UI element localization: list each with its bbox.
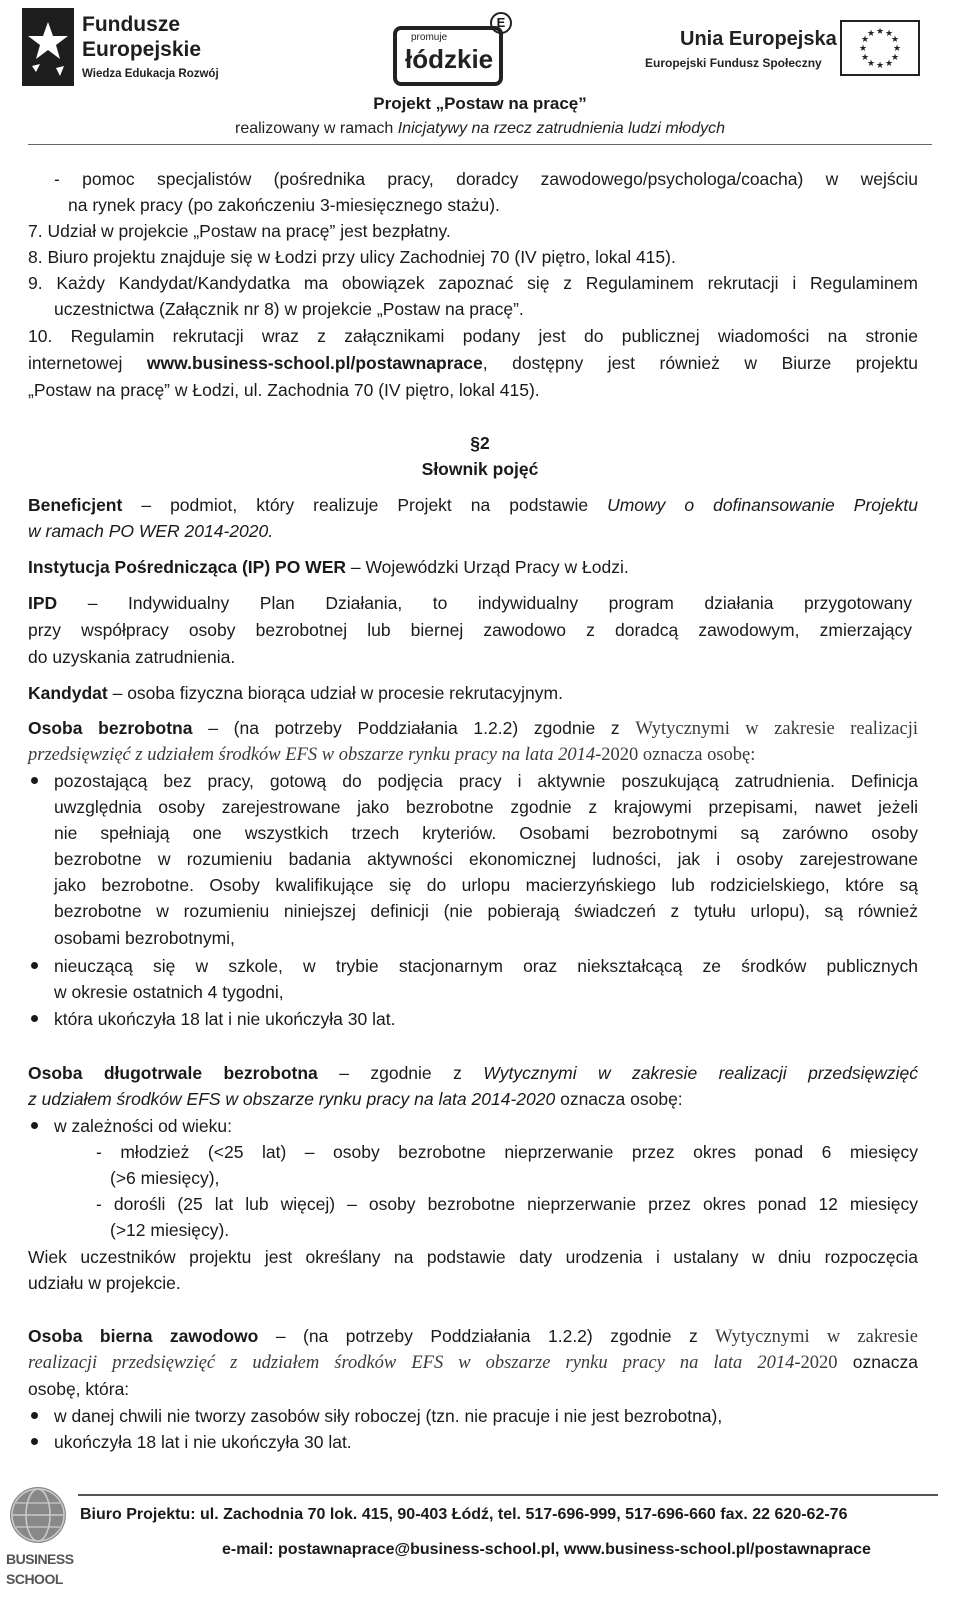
wiek-line2: udziału w projekcie. bbox=[28, 1273, 181, 1293]
section-number: §2 bbox=[470, 433, 490, 453]
business-school-logo bbox=[4, 1483, 72, 1611]
svg-text:★: ★ bbox=[866, 29, 876, 39]
wiek-line1: Wiek uczestników projektu jest określany na podstawie daty urodzenia i ustalany w dniu rozpoczęcia bbox=[28, 1247, 918, 1267]
dlugo-b1: w zależności od wieku: bbox=[54, 1116, 232, 1136]
item-10-line3: „Postaw na pracę” w Łodzi, ul. Zachodnia 70 (IV piętro, lokal 415). bbox=[28, 380, 540, 400]
page-header bbox=[0, 0, 960, 145]
bezrobotna-b1-l2: uwzględnia osoby zarejestrowane jako bezrobotne zgodnie z krajowymi przepisami, nawet jeżeli bbox=[54, 797, 918, 817]
bezrobotna-b1-l1: pozostającą bez pracy, gotową do podjęcia pracy i aktywnie poszukującą zatrudnienia. Definicja bbox=[54, 771, 918, 791]
logo-right-sub: Europejski Fundusz Społeczny bbox=[645, 56, 822, 70]
bezrobotna-b1-l3: nie spełniają one wszystkich trzech kryteriów. Osobami bezrobotnymi są zarówno osoby bbox=[54, 823, 918, 843]
svg-text:★: ★ bbox=[875, 27, 885, 37]
bierna-b1: w danej chwili nie tworzy zasobów siły roboczej (tzn. nie pracuje i nie jest bezrobotna), bbox=[54, 1406, 723, 1426]
def-bierna-line2: realizacji przedsięwzięć z udziałem środków EFS w obszarze rynku pracy na lata 2014-2020 oznacza bbox=[28, 1352, 918, 1373]
logo-right-name: Unia Europejska bbox=[680, 28, 837, 50]
globe-icon bbox=[10, 1487, 66, 1543]
svg-text:★: ★ bbox=[866, 59, 876, 69]
logo-word-business: BUSINESS bbox=[6, 1551, 74, 1567]
def-beneficjent-line2: w ramach PO WER 2014-2020. bbox=[28, 521, 274, 541]
dlugo-s1-l2: (>6 miesięcy), bbox=[110, 1168, 220, 1188]
def-dlugo-line1: Osoba długotrwale bezrobotna – zgodnie z Wytycznymi w zakresie realizacji przedsięwzięć bbox=[28, 1063, 919, 1083]
item-10-line1: 10. Regulamin rekrutacji wraz z załącznikami podany jest do publicznej wiadomości na stronie bbox=[28, 326, 918, 346]
svg-text:★: ★ bbox=[860, 53, 870, 63]
project-website-link[interactable]: www.business-school.pl/postawnaprace bbox=[146, 353, 483, 373]
svg-text:★: ★ bbox=[860, 35, 870, 45]
section-title: Słownik pojęć bbox=[421, 459, 539, 479]
logo-mid-big: łódzkie bbox=[405, 44, 494, 74]
def-dlugo-line2: z udziałem środków EFS w obszarze rynku pracy na lata 2014-2020 oznacza osobę: bbox=[28, 1089, 683, 1109]
logo-mid-mark: E bbox=[490, 12, 512, 34]
intro-line2: na rynek pracy (po zakończeniu 3-miesięcznego stażu). bbox=[68, 195, 500, 215]
project-title: Projekt „Postaw na pracę” bbox=[373, 94, 587, 113]
eu-flag-icon bbox=[840, 20, 920, 76]
svg-text:★: ★ bbox=[892, 44, 902, 54]
svg-text:★: ★ bbox=[884, 59, 894, 69]
fe-star-icon bbox=[22, 8, 74, 86]
logo-left-line3: Wiedza Edukacja Rozwój bbox=[82, 68, 219, 80]
svg-text:★: ★ bbox=[890, 35, 900, 45]
dlugo-s2-l2: (>12 miesięcy). bbox=[110, 1220, 230, 1240]
bezrobotna-b1-l4: bezrobotne w rozumieniu badania aktywności ekonomicznej ludności, jak i osoby zarejestrowane bbox=[54, 849, 918, 869]
item-9-line2: uczestnictwa (Załącznik nr 8) w projekcie „Postaw na pracę”. bbox=[54, 299, 524, 319]
logo-left-line1: Fundusze bbox=[82, 13, 180, 36]
project-subtitle: realizowany w ramach Inicjatywy na rzecz zatrudnienia ludzi młodych bbox=[235, 120, 725, 137]
fundusze-europejskie-logo bbox=[22, 8, 252, 88]
unia-europejska-logo bbox=[645, 20, 945, 90]
intro-line1: - pomoc specjalistów (pośrednika pracy, doradcy zawodowego/psychologa/coacha) w wejściu bbox=[54, 169, 918, 189]
bezrobotna-b1-l5: jako bezrobotne. Osoby kwalifikujące się do urlopu macierzyńskiego lub rodzicielskiego, które są bbox=[54, 875, 918, 895]
svg-text:★: ★ bbox=[884, 29, 894, 39]
bezrobotna-b1-l6: bezrobotne w rozumieniu niniejszej definicji (nie pobierają świadczeń z tytułu urlopu), są również bbox=[54, 901, 918, 921]
logo-left-line2: Europejskie bbox=[82, 38, 202, 61]
def-ipd-line3: do uzyskania zatrudnienia. bbox=[28, 647, 236, 667]
footer-divider bbox=[78, 1494, 938, 1496]
def-beneficjent-line1: Beneficjent – podmiot, który realizuje Projekt na podstawie Umowy o dofinansowanie Projektu bbox=[28, 495, 918, 515]
svg-text:★: ★ bbox=[858, 44, 868, 54]
svg-text:★: ★ bbox=[890, 53, 900, 63]
def-ip: Instytucja Pośrednicząca (IP) PO WER – Wojewódzki Urząd Pracy w Łodzi. bbox=[28, 557, 629, 577]
def-bezrobotna-line1: Osoba bezrobotna – (na potrzeby Poddziałania 1.2.2) zgodnie z Wytycznymi w zakresie realizacji bbox=[28, 718, 919, 739]
item-7: 7. Udział w projekcie „Postaw na pracę” jest bezpłatny. bbox=[28, 221, 451, 241]
bullet-icon bbox=[31, 777, 38, 784]
def-ipd-line1: IPD – Indywidualny Plan Działania, to indywidualny program działania przygotowany bbox=[28, 593, 912, 613]
promuje-lodzkie-logo bbox=[393, 12, 518, 87]
def-kandydat: Kandydat – osoba fizyczna biorąca udział w procesie rekrutacyjnym. bbox=[28, 683, 563, 703]
header-divider bbox=[28, 144, 932, 145]
bezrobotna-b2-l2: w okresie ostatnich 4 tygodni, bbox=[54, 982, 284, 1002]
bullet-icon bbox=[31, 1438, 38, 1445]
bullet-icon bbox=[31, 1015, 38, 1022]
bullet-icon bbox=[31, 1412, 38, 1419]
svg-text:★: ★ bbox=[875, 61, 885, 71]
footer-address: Biuro Projektu: ul. Zachodnia 70 lok. 415, 90-403 Łódź, tel. 517-696-999, 517-696-660 fax. 22 620-62-76 bbox=[80, 1506, 848, 1523]
bezrobotna-b3: która ukończyła 18 lat i nie ukończyła 30 lat. bbox=[54, 1009, 396, 1029]
def-ipd-line2: przy współpracy osoby bezrobotnej lub biernej zawodowo z doradcą zawodowym, zmierzający bbox=[28, 620, 912, 640]
logo-mid-small: promuje bbox=[411, 32, 448, 43]
item-8: 8. Biuro projektu znajduje się w Łodzi przy ulicy Zachodniej 70 (IV piętro, lokal 415). bbox=[28, 247, 676, 267]
item-10-line2: internetowej www.business-school.pl/postawnaprace, dostępny jest również w Biurze projektu bbox=[28, 353, 918, 373]
bezrobotna-b2-l1: nieuczącą się w szkole, w trybie stacjonarnym oraz niekształcącą ze środków publicznych bbox=[54, 956, 918, 976]
dlugo-s2-l1: - dorośli (25 lat lub więcej) – osoby bezrobotne nieprzerwanie przez okres ponad 12 miesięcy bbox=[96, 1194, 918, 1214]
def-bezrobotna-line2: przedsięwzięć z udziałem środków EFS w obszarze rynku pracy na lata 2014-2020 oznacza osobę: bbox=[28, 745, 756, 765]
footer-contact[interactable]: e-mail: postawnaprace@business-school.pl, www.business-school.pl/postawnaprace bbox=[222, 1541, 871, 1558]
def-bierna-line1: Osoba bierna zawodowo – (na potrzeby Poddziałania 1.2.2) zgodnie z Wytycznymi w zakresie bbox=[28, 1326, 919, 1347]
logo-word-school: SCHOOL bbox=[6, 1571, 63, 1587]
bullet-icon bbox=[31, 962, 38, 969]
bezrobotna-b1-l7: osobami bezrobotnymi, bbox=[54, 928, 235, 948]
bullet-icon bbox=[31, 1122, 38, 1129]
item-9-line1: 9. Każdy Kandydat/Kandydatka ma obowiązek zapoznać się z Regulaminem rekrutacji i Regulaminem bbox=[28, 273, 918, 293]
bierna-b2: ukończyła 18 lat i nie ukończyła 30 lat. bbox=[54, 1432, 352, 1452]
def-bierna-line3: osobę, która: bbox=[28, 1379, 130, 1399]
dlugo-s1-l1: - młodzież (<25 lat) – osoby bezrobotne nieprzerwanie przez okres ponad 6 miesięcy bbox=[96, 1142, 918, 1162]
